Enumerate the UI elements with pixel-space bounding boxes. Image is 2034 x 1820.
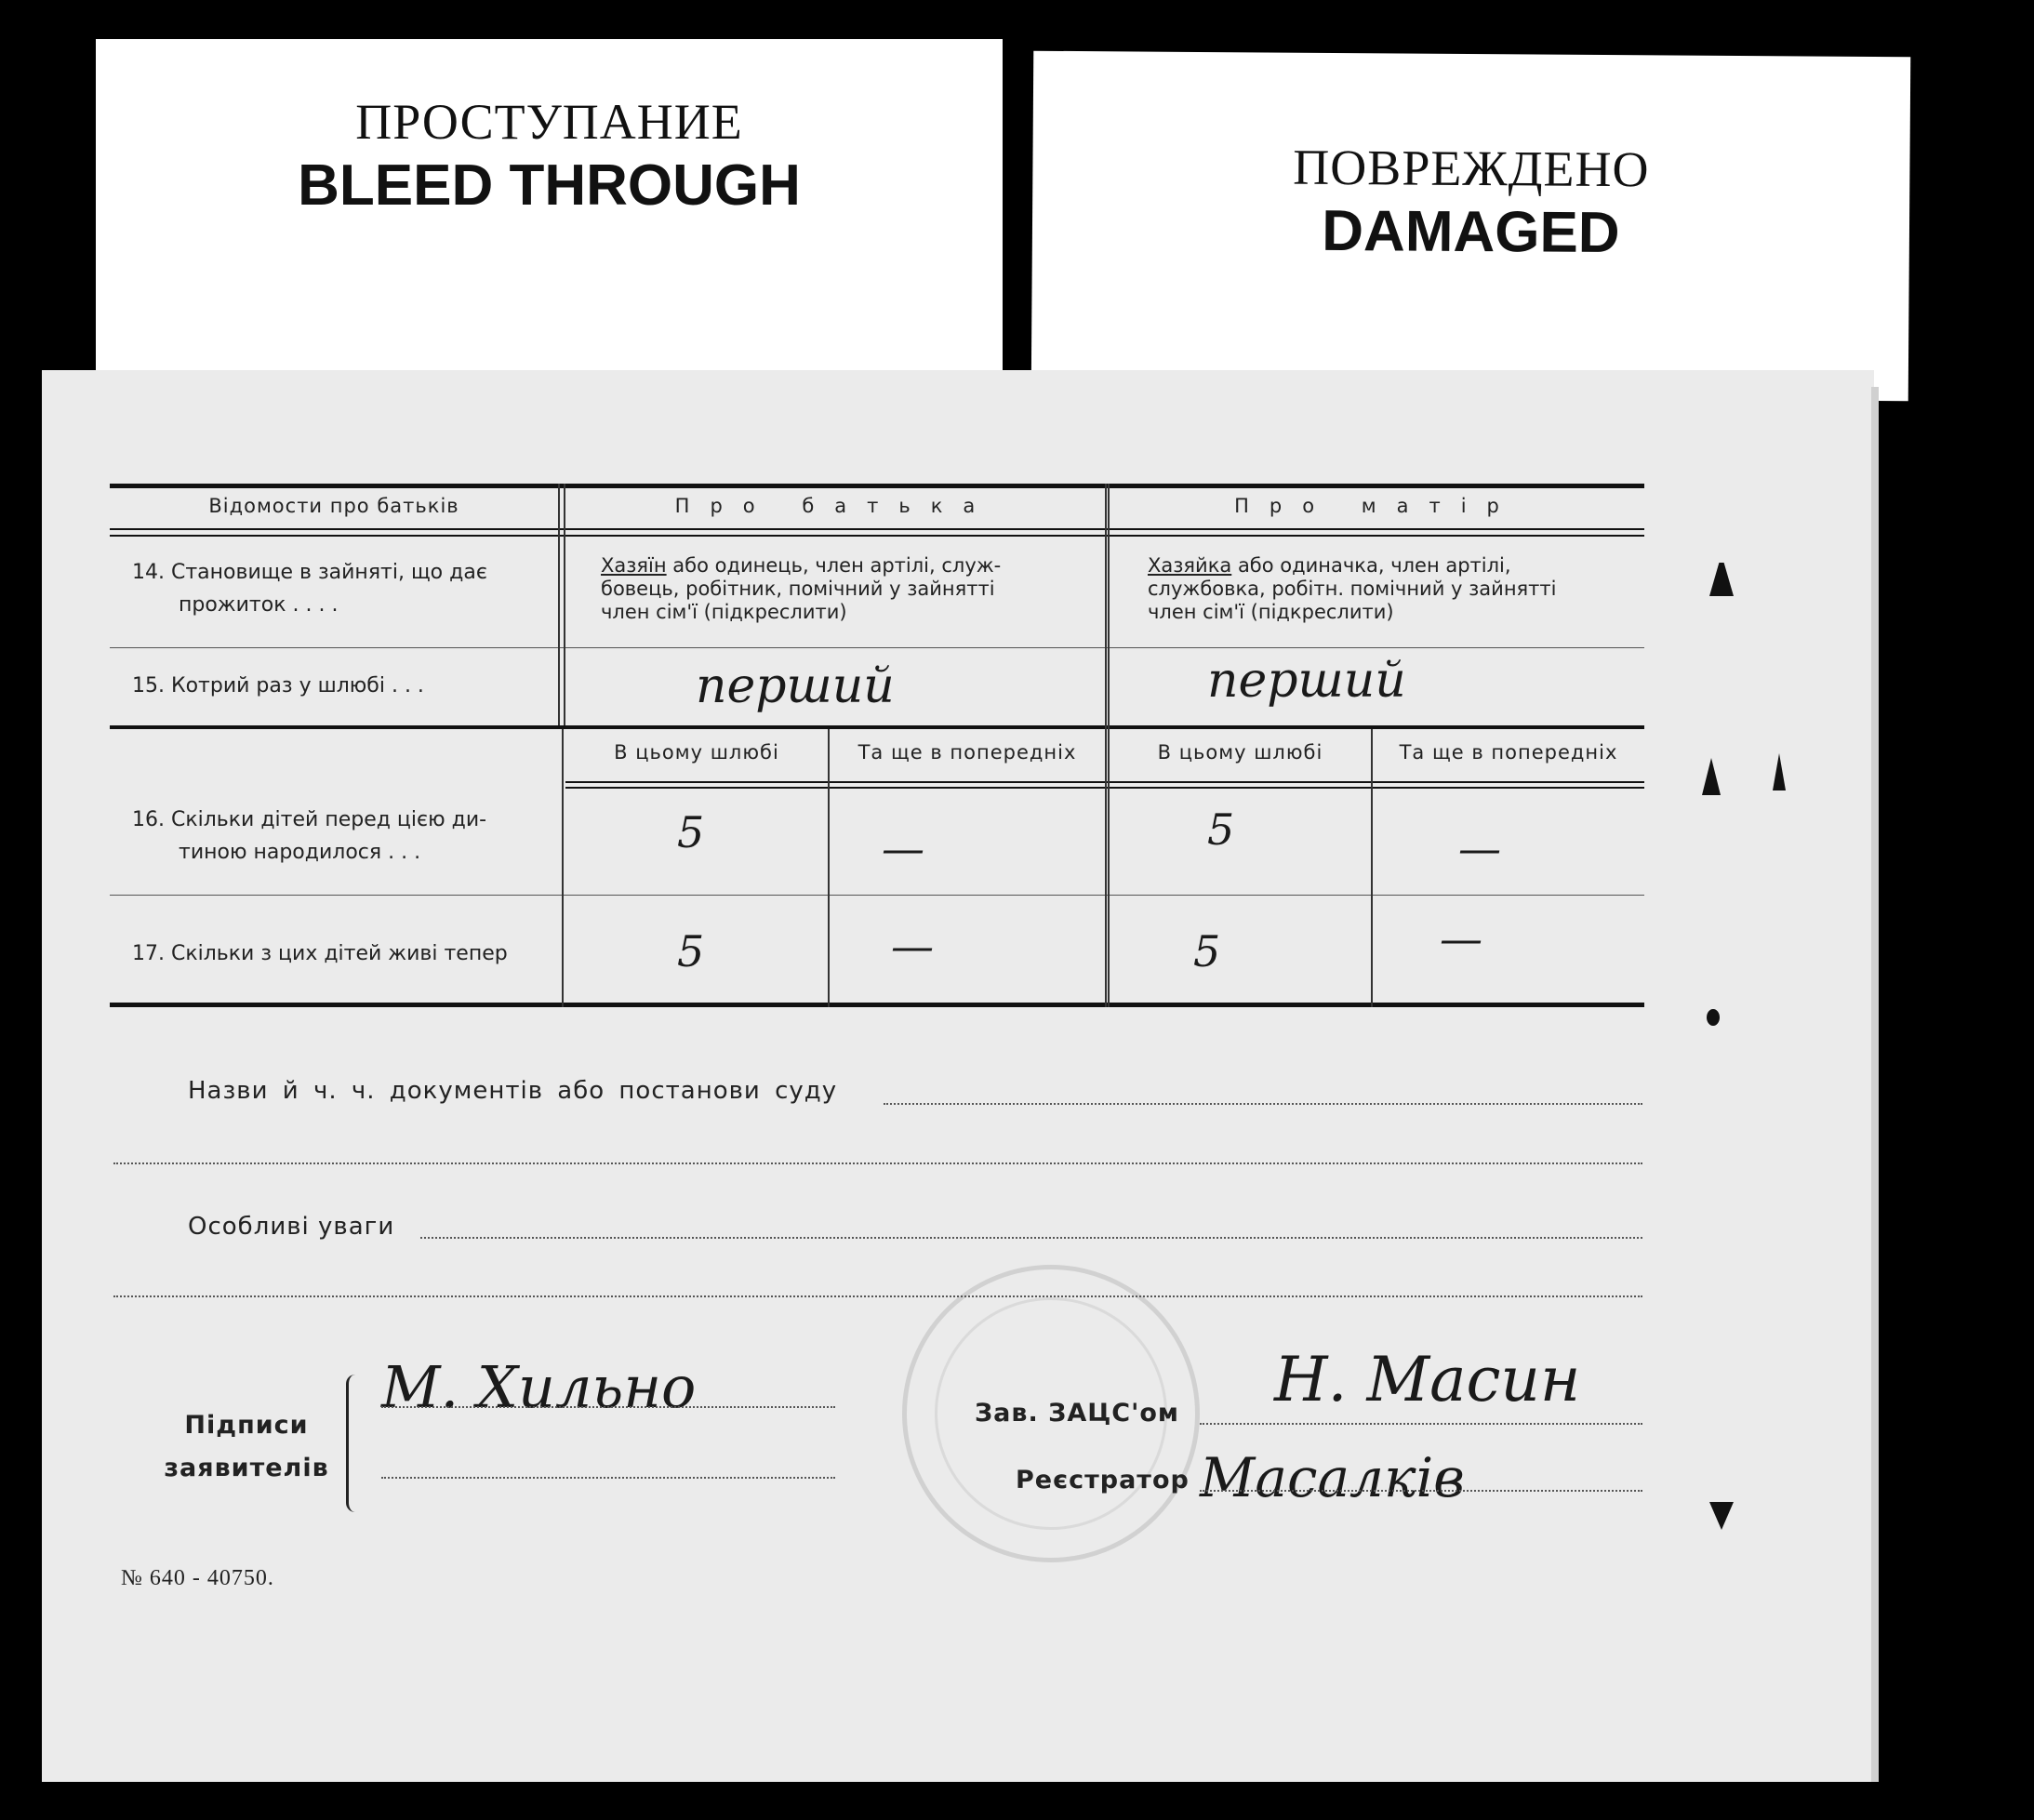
row16-mother-prev: —: [1458, 823, 1501, 873]
remarks-line-1: [420, 1237, 1642, 1239]
subheader-mother-prev: Та ще в попередніх: [1399, 741, 1618, 764]
row15-father-answer: перший: [696, 658, 895, 714]
header-mother: Про матір: [1234, 495, 1520, 517]
row16-father-this: 5: [677, 807, 705, 857]
row14-father-options: Хазяїн або одинець, член артілі, служ- бовець, робітник, помічний у зайнятті член сім'ї (підкреслити): [601, 554, 1002, 624]
head-line: [1200, 1423, 1642, 1425]
row14-mother-options: Хазяйка або одиначка, член артілі, службовка, робітн. помічний у зайнятті член сім'ї (підкреслити): [1148, 554, 1557, 624]
applicants-brace: [346, 1375, 362, 1512]
head-label: Зав. ЗАЦС'ом: [975, 1399, 1179, 1428]
sheet-edge: [1871, 387, 1879, 1782]
header-parents-info: Відомости про батьків: [208, 495, 459, 517]
subheader-mother-this: В цьому шлюбі: [1157, 741, 1323, 764]
registrar-line: [1200, 1490, 1642, 1492]
registrar-label: Реєстратор: [1016, 1466, 1190, 1495]
header-father: Про батька: [674, 495, 996, 517]
applicants-label: Підписи заявителів: [164, 1411, 329, 1482]
applicant-line-1: [381, 1406, 835, 1408]
row14-question: 14. Становище в зайняті, що дає прожиток . . . .: [132, 561, 487, 618]
applicant-signature: М. Хильно: [381, 1353, 697, 1421]
row15-question: 15. Котрий раз у шлюбі . . .: [132, 674, 424, 697]
row17-question: 17. Скільки з цих дітей живі тепер: [132, 942, 508, 965]
subheader-father-this: В цьому шлюбі: [614, 741, 779, 764]
registrar-signature: Масалків: [1200, 1446, 1465, 1509]
damaged-card: [1031, 51, 1911, 402]
damaged-ru: ПОВРЕЖДЕНО: [1293, 139, 1650, 198]
bleed-through-en: BLEED THROUGH: [298, 153, 801, 218]
documents-line-1: [884, 1103, 1642, 1105]
remarks-line-2: [113, 1295, 1642, 1297]
row17-mother-this: 5: [1193, 926, 1221, 976]
row17-father-this: 5: [677, 926, 705, 976]
documents-label: Назви й ч. ч. документів або постанови суду: [188, 1077, 838, 1105]
row16-question: 16. Скільки дітей перед цією ди- тиною народилося . . .: [132, 808, 487, 865]
damage-hole: [1707, 1009, 1720, 1026]
form-number: № 640 - 40750.: [121, 1566, 274, 1590]
row17-father-prev: —: [891, 921, 934, 971]
bleed-through-ru: ПРОСТУПАНИЕ: [355, 94, 743, 150]
row16-mother-this: 5: [1207, 804, 1235, 855]
documents-line-2: [113, 1162, 1642, 1164]
row15-mother-answer: перший: [1207, 653, 1406, 709]
bleed-through-card: [96, 39, 1003, 383]
remarks-label: Особливі уваги: [188, 1213, 395, 1241]
damaged-en: DAMAGED: [1322, 198, 1620, 266]
head-signature: Н. Масин: [1274, 1344, 1581, 1415]
subheader-father-prev: Та ще в попередніх: [857, 741, 1077, 764]
applicant-line-2: [381, 1477, 835, 1479]
row16-father-prev: —: [882, 823, 924, 873]
row17-mother-prev: —: [1440, 913, 1482, 963]
